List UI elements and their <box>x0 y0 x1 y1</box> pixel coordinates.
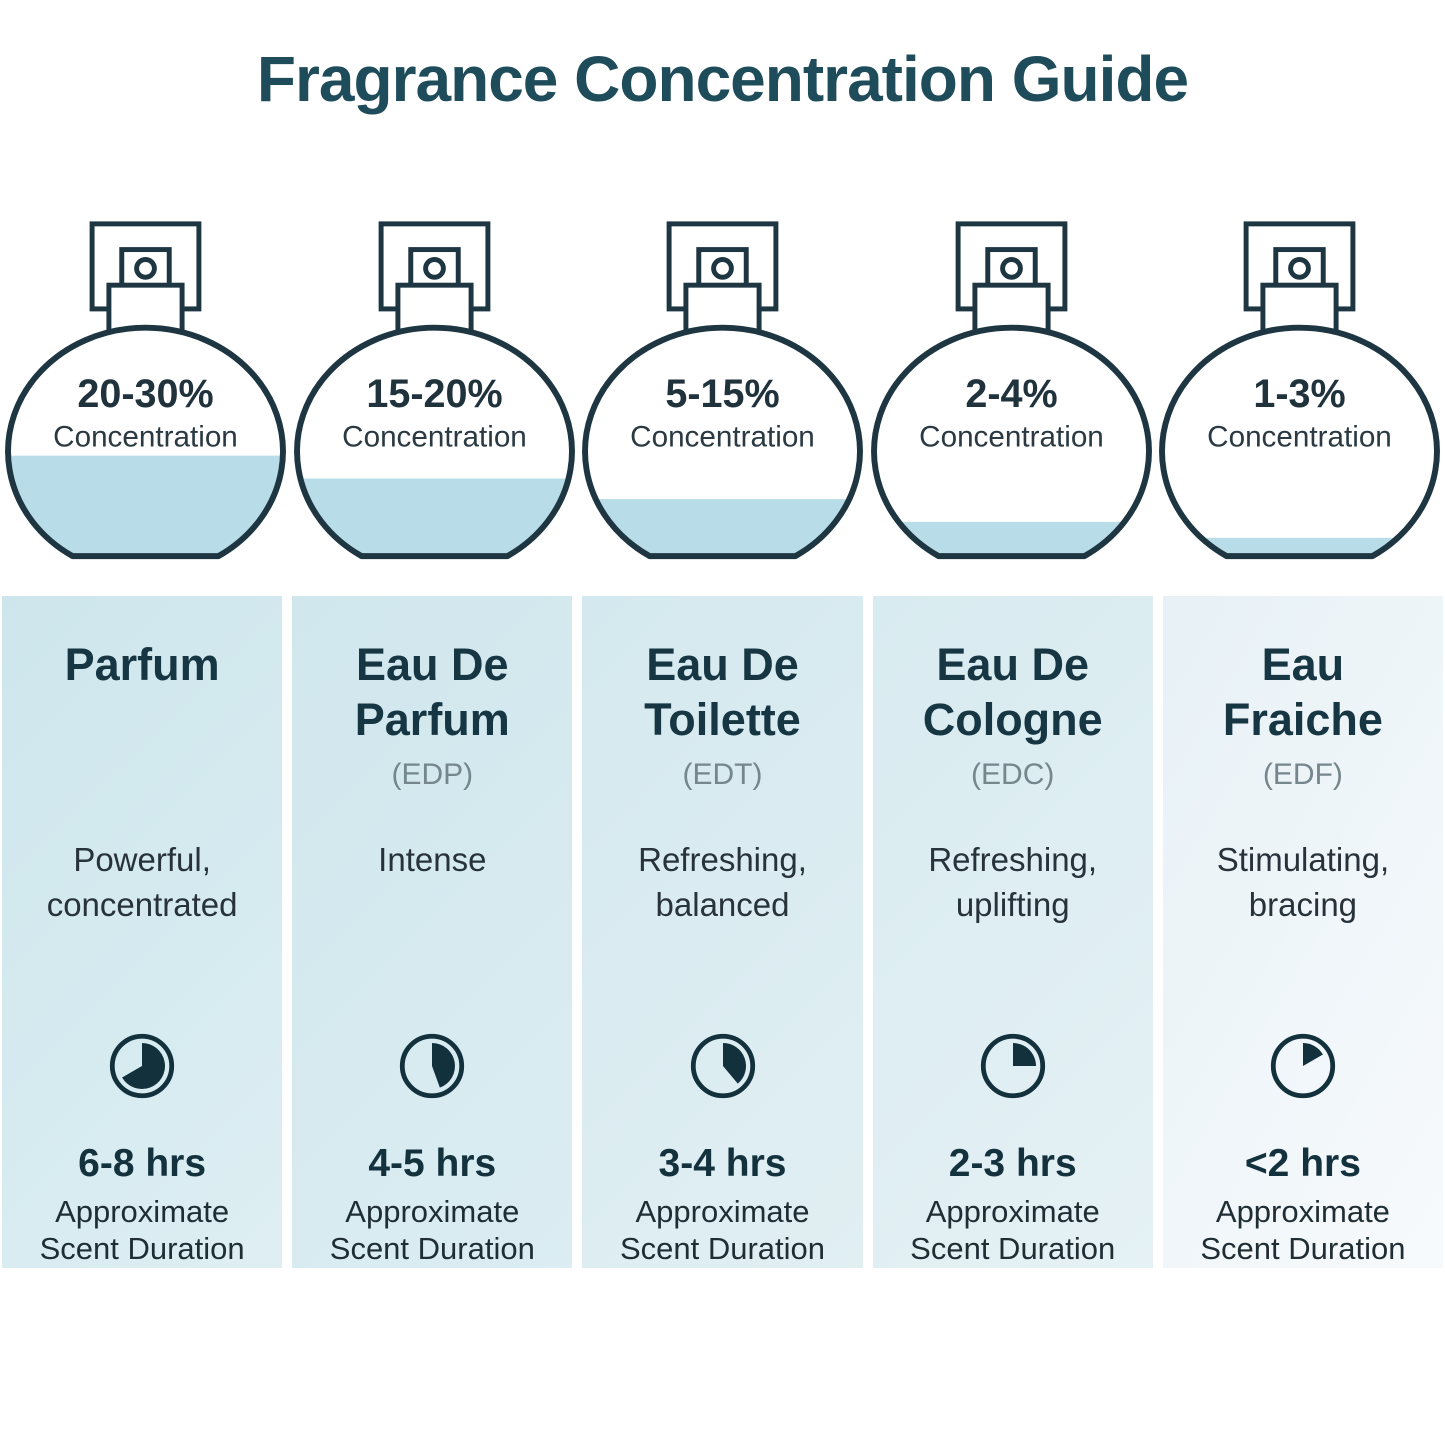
bottle-cell-eau-de-toilette <box>579 212 866 568</box>
scent-duration-hours: 3-4 hrs <box>658 1142 787 1185</box>
concentration-range: 1-3% <box>1253 371 1346 416</box>
description-line: Stimulating, <box>1216 841 1390 878</box>
column-header <box>2 638 282 838</box>
scent-duration-note <box>292 1194 572 1267</box>
concentration-range: 5-15% <box>665 371 780 416</box>
spray-cap-icon <box>92 224 199 335</box>
concentration-label: Concentration <box>341 420 527 454</box>
scent-duration-hours: 6-8 hrs <box>78 1142 207 1185</box>
note-line: Scent Duration <box>329 1230 535 1266</box>
spray-cap-icon <box>669 224 776 335</box>
page-title: Fragrance Concentration Guide <box>256 43 1189 115</box>
column-eau-fraiche <box>1163 596 1443 1268</box>
description-line: Intense <box>378 841 487 878</box>
concentration-range: 15-20% <box>365 371 503 416</box>
liquid-fill <box>868 522 1155 568</box>
column-parfum <box>2 596 282 1268</box>
fragrance-description <box>292 838 572 990</box>
scent-duration-note <box>582 1194 862 1267</box>
fragrance-type-abbr: (EDT) <box>682 757 763 791</box>
bottle-cell-eau-de-cologne <box>868 212 1155 568</box>
concentration-label: Concentration <box>53 420 238 454</box>
fragrance-description <box>873 838 1153 990</box>
column-header <box>582 638 862 838</box>
bottle-cell-parfum <box>2 212 289 568</box>
column-header <box>1163 638 1443 838</box>
scent-duration-hours: <2 hrs <box>1244 1142 1361 1185</box>
perfume-bottle-icon <box>291 212 578 568</box>
note-line: Approximate <box>925 1194 1100 1229</box>
concentration-label: Concentration <box>1207 420 1392 454</box>
clock-icon <box>967 1020 1059 1112</box>
scent-duration-note <box>873 1194 1153 1267</box>
column-eau-de-toilette <box>582 596 862 1268</box>
fragrance-type-name: Eau Fraiche <box>1222 639 1383 745</box>
fragrance-type-name: Eau De Toilette <box>644 639 801 745</box>
perfume-bottle-icon <box>1156 212 1443 568</box>
liquid-fill <box>2 456 289 568</box>
clock-wrap <box>1163 990 1443 1142</box>
perfume-bottle-icon <box>2 212 289 568</box>
bottle-cell-eau-fraiche <box>1156 212 1443 568</box>
perfume-bottle-icon <box>579 212 866 568</box>
note-line: Scent Duration <box>910 1230 1116 1266</box>
spray-cap-icon <box>381 224 488 335</box>
scent-duration-hours: 4-5 hrs <box>368 1142 497 1185</box>
fragrance-description <box>582 838 862 990</box>
spray-cap-icon <box>1246 224 1353 335</box>
fragrance-type-name: Eau De Parfum <box>354 639 510 745</box>
scent-duration-note <box>2 1194 282 1267</box>
description-line: uplifting <box>955 885 1070 923</box>
fragrance-description <box>1163 838 1443 990</box>
note-line: Approximate <box>635 1194 810 1229</box>
fragrance-type-abbr: (EDF) <box>1262 757 1343 791</box>
scent-duration-note <box>1163 1194 1443 1267</box>
concentration-label: Concentration <box>918 420 1104 454</box>
column-eau-de-parfum <box>292 596 572 1268</box>
clock-wrap <box>582 990 862 1142</box>
concentration-range: 20-30% <box>77 371 214 416</box>
note-line: Approximate <box>345 1194 520 1229</box>
info-columns-row <box>0 596 1445 1268</box>
scent-duration-hours: 2-3 hrs <box>948 1142 1077 1185</box>
column-eau-de-cologne <box>873 596 1153 1268</box>
description-line: Powerful, <box>73 841 211 878</box>
clock-wrap <box>292 990 572 1142</box>
fragrance-type-abbr: (EDC) <box>971 757 1055 791</box>
note-line: Scent Duration <box>619 1230 826 1266</box>
bottle-cell-eau-de-parfum <box>291 212 578 568</box>
fragrance-description <box>2 838 282 990</box>
column-header <box>292 638 572 838</box>
note-line: Scent Duration <box>39 1230 245 1266</box>
fragrance-type-name: Eau De Cologne <box>922 639 1103 745</box>
spray-cap-icon <box>958 224 1065 335</box>
description-line: Refreshing, <box>928 841 1098 878</box>
liquid-fill <box>1156 538 1443 568</box>
clock-icon <box>96 1020 188 1112</box>
note-line: Approximate <box>1215 1194 1390 1229</box>
fragrance-type-name: Parfum <box>64 639 220 690</box>
clock-icon <box>1257 1020 1349 1112</box>
bottles-row <box>0 212 1445 568</box>
description-line: Refreshing, <box>638 841 807 878</box>
perfume-bottle-icon <box>868 212 1155 568</box>
note-line: Approximate <box>55 1194 230 1229</box>
description-line: balanced <box>655 885 790 923</box>
concentration-range: 2-4% <box>964 371 1058 416</box>
description-line: concentrated <box>46 885 238 923</box>
note-line: Scent Duration <box>1200 1230 1406 1266</box>
clock-icon <box>677 1020 769 1112</box>
description-line: bracing <box>1248 885 1358 923</box>
fragrance-type-abbr: (EDP) <box>391 757 474 791</box>
concentration-label: Concentration <box>630 420 815 454</box>
clock-icon <box>386 1020 478 1112</box>
clock-wrap <box>2 990 282 1142</box>
clock-wrap <box>873 990 1153 1142</box>
column-header <box>873 638 1153 838</box>
